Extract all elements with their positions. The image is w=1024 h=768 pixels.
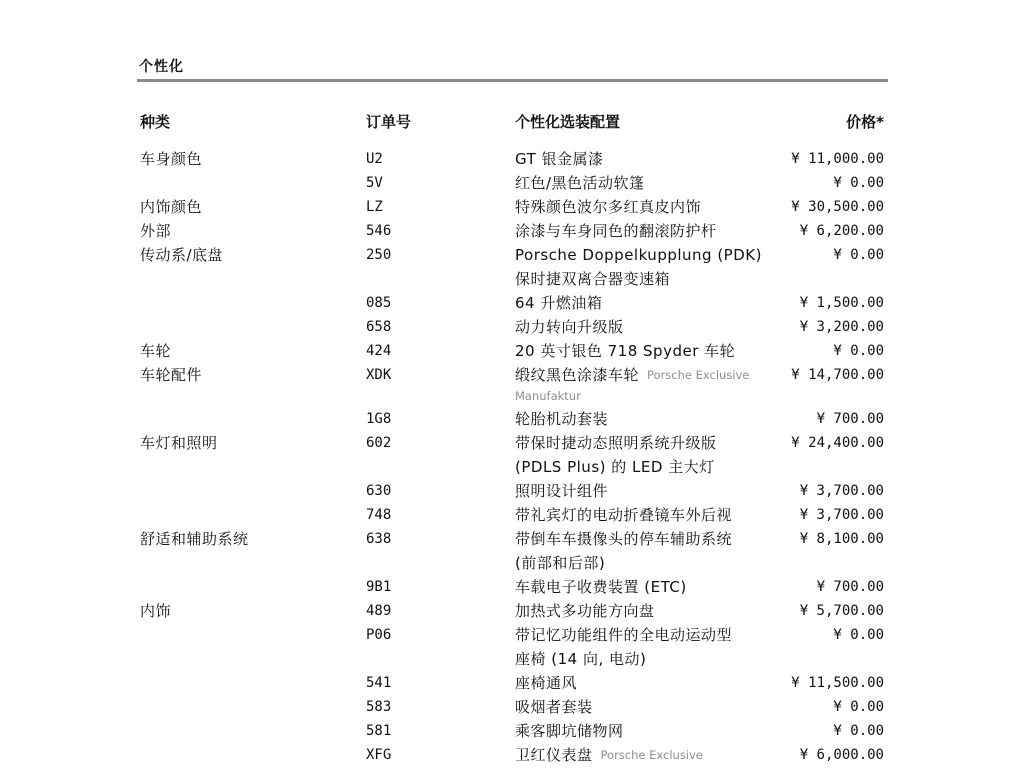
brand-label: Porsche Exclusive [647,368,750,382]
table-row [0,671,1024,695]
row-order-number: 489 [366,603,392,619]
option-line [515,551,732,575]
row-category: 传动系/底盘 [140,246,224,264]
row-category: 车身颜色 [140,150,203,168]
title-divider [137,79,888,82]
option-line [515,315,624,339]
table-row [0,575,1024,599]
row-category: 车灯和照明 [140,434,218,452]
row-order-number: 583 [366,699,392,715]
row-price: ¥ 0.00 [833,247,884,263]
option-text: 照明设计组件 [515,482,609,500]
row-category: 内饰 [140,602,172,620]
row-option [515,171,645,195]
row-price: ¥ 3,700.00 [799,507,884,523]
row-price: ¥ 3,200.00 [799,319,884,335]
option-line [515,743,703,767]
row-price: ¥ 24,400.00 [791,435,884,451]
option-line [515,219,717,243]
option-line [515,623,732,647]
row-price: ¥ 11,500.00 [791,675,884,691]
table-row [0,407,1024,431]
option-text: 轮胎机动套装 [515,410,609,428]
option-line [515,455,717,479]
option-text: 带礼宾灯的电动折叠镜车外后视 [515,506,733,524]
row-option [515,623,732,671]
row-price: ¥ 6,000.00 [799,747,884,763]
row-order-number: XDK [366,367,392,383]
table-row [0,743,1024,767]
row-order-number: 602 [366,435,392,451]
option-line [515,171,645,195]
row-price: ¥ 5,700.00 [799,603,884,619]
row-order-number: 5V [366,175,383,191]
row-order-number: 085 [366,295,392,311]
row-category: 车轮配件 [140,366,203,384]
table-header [0,111,1024,133]
row-price: ¥ 30,500.00 [791,199,884,215]
header-category: 种类 [140,113,171,131]
option-text: 涂漆与车身同色的翻滚防护杆 [515,222,717,240]
option-line [515,695,593,719]
row-order-number: 638 [366,531,392,547]
option-line [515,503,732,527]
row-category: 外部 [140,222,172,240]
row-option [515,147,604,171]
options-table [0,147,1024,767]
table-row [0,599,1024,623]
table-row [0,431,1024,479]
row-option [515,503,732,527]
row-price: ¥ 3,700.00 [799,483,884,499]
option-text: 带记忆功能组件的全电动运动型 [515,626,733,644]
row-option [515,431,717,479]
row-price: ¥ 700.00 [816,579,884,595]
row-option [515,575,687,599]
option-text: 64 升燃油箱 [515,294,603,312]
row-option [515,339,735,363]
option-line [515,195,701,219]
row-option [515,695,593,719]
option-text: 座椅通风 [515,674,578,692]
row-price: ¥ 700.00 [816,411,884,427]
option-text: 动力转向升级版 [515,318,624,336]
table-row [0,479,1024,503]
row-price: ¥ 0.00 [833,627,884,643]
option-line [515,339,735,363]
row-category: 舒适和辅助系统 [140,530,249,548]
row-category: 车轮 [140,342,172,360]
option-line [515,599,655,623]
table-row [0,719,1024,743]
table-row [0,147,1024,171]
option-text: 车载电子收费装置 (ETC) [515,578,687,596]
row-option [515,291,602,315]
row-option [515,219,717,243]
row-option [515,195,701,219]
row-price: ¥ 0.00 [833,175,884,191]
row-order-number: 630 [366,483,392,499]
option-text: (PDLS Plus) 的 LED 主大灯 [515,458,715,476]
option-text: 吸烟者套装 [515,698,593,716]
row-order-number: 250 [366,247,392,263]
option-line [515,719,624,743]
row-order-number: 424 [366,343,392,359]
option-text: 加热式多功能方向盘 [515,602,655,620]
row-order-number: U2 [366,151,383,167]
row-option [515,407,608,431]
row-price: ¥ 1,500.00 [799,295,884,311]
table-row [0,527,1024,575]
row-order-number: 581 [366,723,392,739]
option-text: 乘客脚坑储物网 [515,722,624,740]
option-line [515,267,762,291]
table-row [0,623,1024,671]
table-row [0,695,1024,719]
row-option [515,527,732,575]
option-text: (前部和后部) [515,554,606,572]
row-option [515,743,703,767]
row-option [515,719,624,743]
row-option [515,479,608,503]
header-price: 价格* [846,113,884,131]
row-option [515,363,750,403]
header-option: 个性化选装配置 [515,113,621,131]
row-option [515,243,762,291]
option-text: 20 英寸银色 718 Spyder 车轮 [515,342,736,360]
header-order-number: 订单号 [366,113,412,131]
row-order-number: 546 [366,223,392,239]
row-order-number: P06 [366,627,392,643]
table-row [0,363,1024,407]
row-order-number: LZ [366,199,383,215]
option-text: 缎纹黑色涂漆车轮 [515,366,640,384]
table-row [0,291,1024,315]
row-price: ¥ 0.00 [833,723,884,739]
table-row [0,243,1024,291]
option-line [515,291,602,315]
row-order-number: 9B1 [366,579,392,595]
table-row [0,503,1024,527]
option-text: 卫红仪表盘 [515,746,593,764]
table-row [0,339,1024,363]
row-price: ¥ 6,200.00 [799,223,884,239]
option-text: 保时捷双离合器变速箱 [515,270,671,288]
row-category: 内饰颜色 [140,198,203,216]
row-price: ¥ 0.00 [833,699,884,715]
option-line [515,431,717,455]
row-order-number: 541 [366,675,392,691]
option-line [515,243,762,267]
brand-label: Porsche Exclusive [600,748,703,762]
option-text: 座椅 (14 向, 电动) [515,650,647,668]
option-text: GT 银金属漆 [515,150,604,168]
row-price: ¥ 11,000.00 [791,151,884,167]
row-price: ¥ 0.00 [833,343,884,359]
option-line [515,527,732,551]
option-line [515,479,608,503]
table-row [0,171,1024,195]
row-price: ¥ 14,700.00 [791,367,884,383]
option-line [515,363,750,387]
option-text: 带倒车车摄像头的停车辅助系统 [515,530,733,548]
option-text: 特殊颜色波尔多红真皮内饰 [515,198,702,216]
option-text: 带保时捷动态照明系统升级版 [515,434,717,452]
option-line [515,147,604,171]
row-option [515,671,577,695]
row-order-number: 1G8 [366,411,392,427]
option-line [515,671,577,695]
row-option [515,599,655,623]
brand-label-continued: Manufaktur [515,389,581,403]
row-price: ¥ 8,100.00 [799,531,884,547]
table-row [0,195,1024,219]
option-text: 红色/黑色活动软篷 [515,174,645,192]
row-order-number: 658 [366,319,392,335]
page-title: 个性化 [139,59,184,75]
table-row [0,219,1024,243]
option-text: Porsche Doppelkupplung (PDK) [515,246,762,264]
row-option [515,315,624,339]
option-line [515,575,687,599]
table-row [0,315,1024,339]
row-order-number: 748 [366,507,392,523]
option-line [515,407,608,431]
option-line [515,647,732,671]
row-order-number: XFG [366,747,392,763]
